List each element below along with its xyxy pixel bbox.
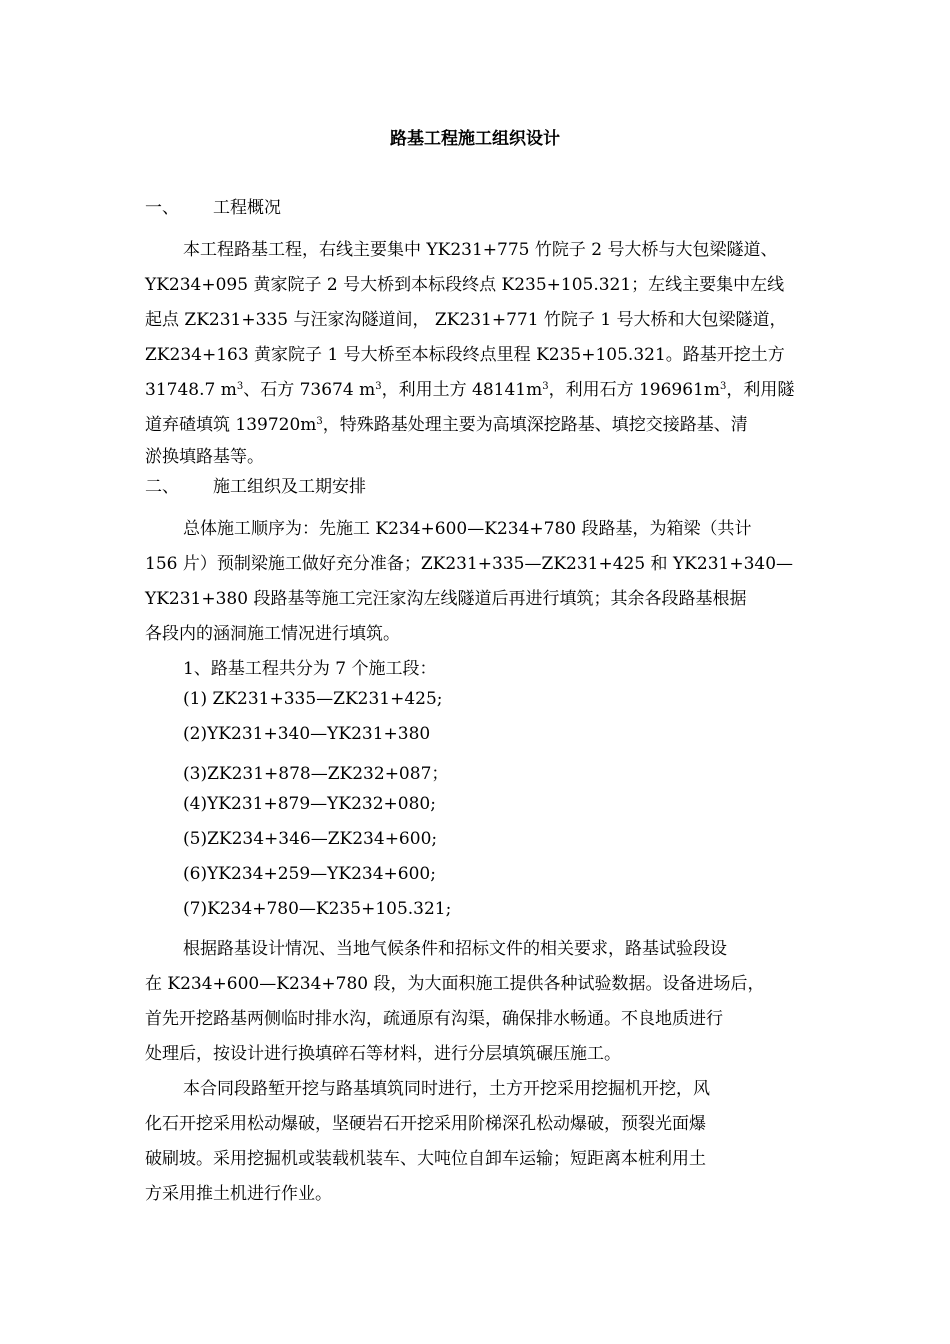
text-run: 31748.7 m — [145, 380, 237, 400]
document-title: 路基工程施工组织设计 — [390, 129, 560, 149]
superscript: 3 — [542, 381, 549, 392]
segment-item: (2)YK231+340—YK231+380 — [183, 724, 431, 744]
section-heading-2 — [145, 472, 366, 497]
section-heading-1 — [145, 193, 281, 218]
superscript: 3 — [236, 381, 244, 392]
section-number: 一、 — [145, 198, 179, 218]
text-run: ，利用土方 48141m — [381, 380, 543, 400]
paragraph-line: 总体施工顺序为：先施工 K234+600—K234+780 段路基，为箱梁（共计 — [183, 519, 752, 539]
paragraph-line: YK231+380 段路基等施工完汪家沟左线隧道后再进行填筑；其余各段路基根据 — [145, 589, 747, 609]
segment-item: (3)ZK231+878—ZK232+087； — [183, 764, 449, 784]
segment-item: (7)K234+780—K235+105.321; — [183, 899, 452, 919]
superscript: 3 — [720, 381, 727, 392]
text-run: ，利用隧 — [726, 380, 795, 400]
paragraph-line: ZK234+163 黄家院子 1 号大桥至本标段终点里程 K235+105.321。路基开挖土方 — [145, 345, 785, 365]
paragraph-line: 本合同段路堑开挖与路基填筑同时进行，土方开挖采用挖掘机开挖，风 — [183, 1079, 710, 1099]
section-title: 工程概况 — [213, 198, 281, 218]
paragraph-line: 首先开挖路基两侧临时排水沟，疏通原有沟渠，确保排水畅通。不良地质进行 — [145, 1009, 723, 1029]
paragraph-line: 在 K234+600—K234+780 段，为大面积施工提供各种试验数据。设备进场后， — [145, 974, 765, 994]
paragraph-line: YK234+095 黄家院子 2 号大桥到本标段终点 K235+105.321；左线主要集中左线 — [145, 275, 785, 295]
paragraph-line: 方采用推土机进行作业。 — [145, 1184, 332, 1204]
paragraph-line: 破刷坡。采用挖掘机或装载机装车、大吨位自卸车运输；短距离本桩利用土 — [145, 1149, 706, 1169]
paragraph-line — [145, 410, 748, 435]
text-run: 道弃碴填筑 139720m — [145, 415, 317, 435]
paragraph-line: 淤换填路基等。 — [145, 447, 264, 467]
segment-item: (4)YK231+879—YK232+080; — [183, 794, 436, 814]
section-number: 二、 — [145, 477, 179, 497]
text-run: 、石方 73674 m — [243, 380, 376, 400]
superscript: 3 — [316, 416, 323, 427]
superscript: 3 — [375, 381, 382, 392]
paragraph-line: 各段内的涵洞施工情况进行填筑。 — [145, 624, 400, 644]
paragraph-line: 起点 ZK231+335 与汪家沟隧道间， ZK231+771 竹院子 1 号大桥和大包梁隧道， — [145, 310, 787, 330]
paragraph-line: 化石开挖采用松动爆破，坚硬岩石开挖采用阶梯深孔松动爆破，预裂光面爆 — [145, 1114, 706, 1134]
paragraph-line — [145, 375, 794, 400]
section-title: 施工组织及工期安排 — [213, 477, 366, 497]
segment-item: (1) ZK231+335—ZK231+425; — [183, 689, 443, 709]
paragraph-line: 本工程路基工程，右线主要集中 YK231+775 竹院子 2 号大桥与大包梁隧道、 — [183, 240, 778, 260]
segment-item: (6)YK234+259—YK234+600; — [183, 864, 436, 884]
text-run: ，利用石方 196961m — [548, 380, 720, 400]
text-run: ，特殊路基处理主要为高填深挖路基、填挖交接路基、清 — [322, 415, 748, 435]
paragraph-line: 根据路基设计情况、当地气候条件和招标文件的相关要求，路基试验段设 — [183, 939, 727, 959]
paragraph-line: 156 片）预制梁施工做好充分准备；ZK231+335—ZK231+425 和 YK231+340— — [145, 554, 794, 574]
paragraph-line: 处理后，按设计进行换填碎石等材料，进行分层填筑碾压施工。 — [145, 1044, 621, 1064]
segments-intro: 1、路基工程共分为 7 个施工段： — [183, 659, 437, 679]
segment-item: (5)ZK234+346—ZK234+600; — [183, 829, 438, 849]
